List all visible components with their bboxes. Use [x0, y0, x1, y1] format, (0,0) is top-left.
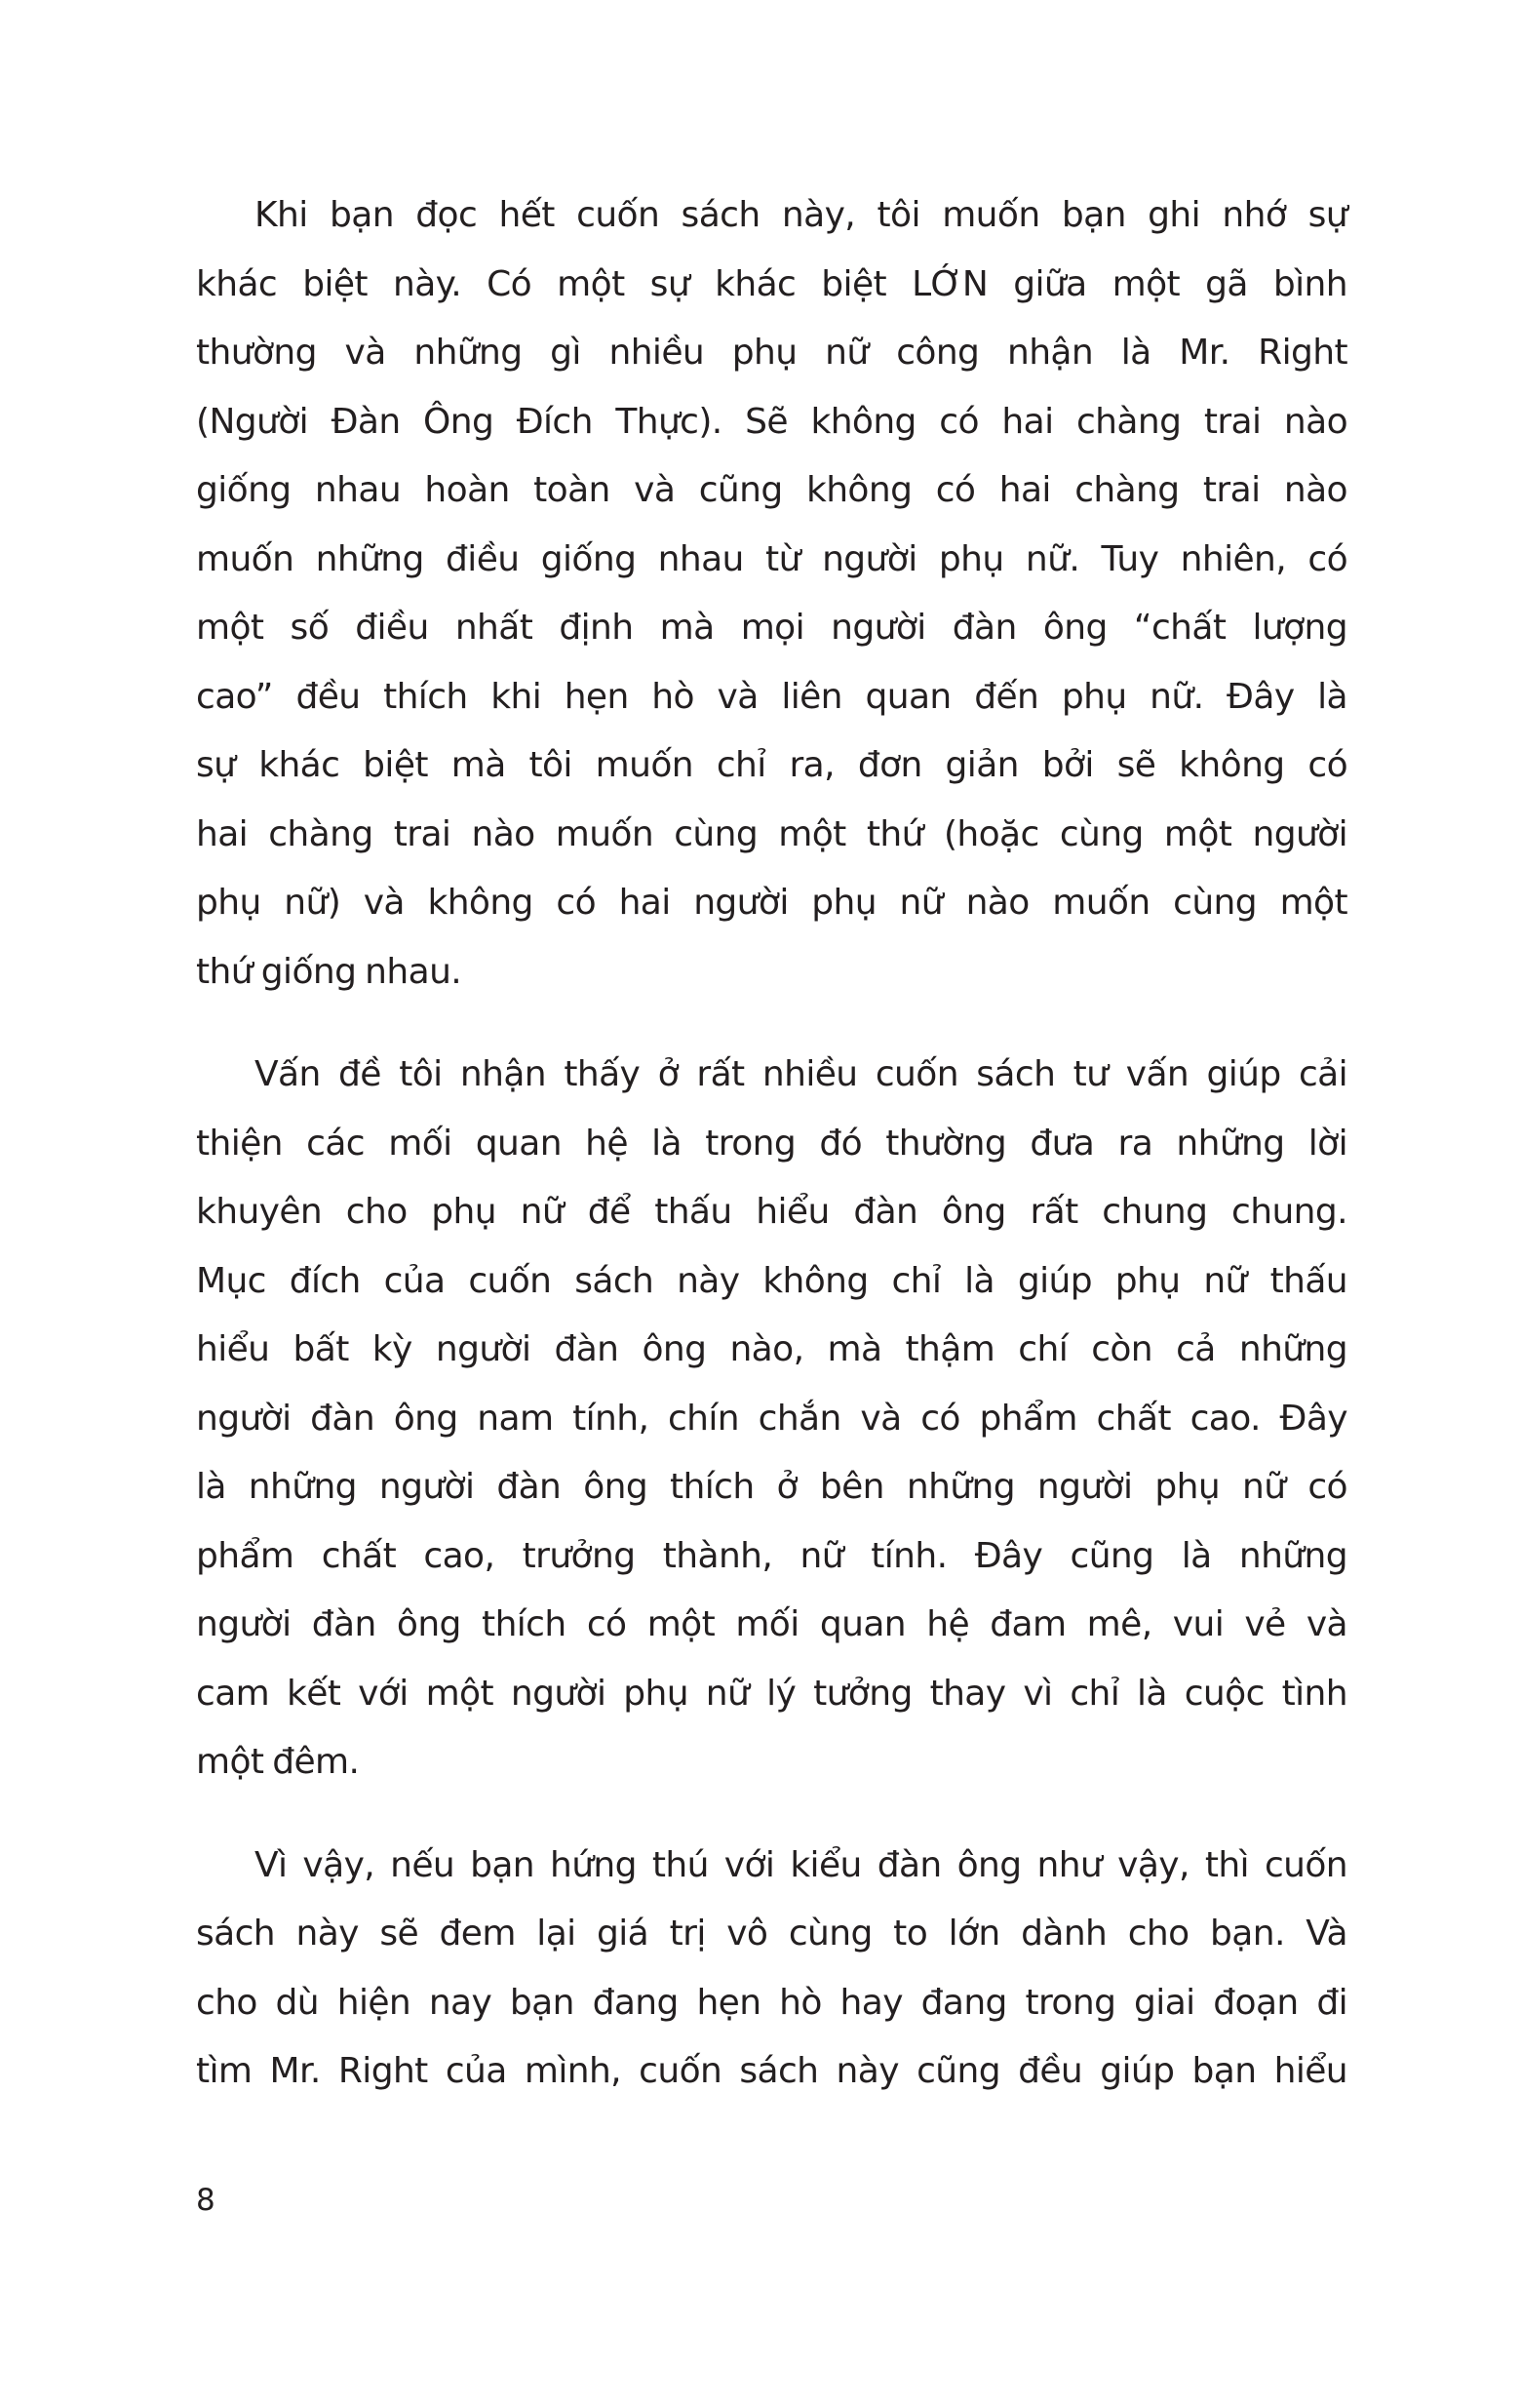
text-line: Khi bạn đọc hết cuốn sách này, tôi muốn bạn ghi nhớ sự	[254, 195, 1347, 235]
text-line: cho dù hiện nay bạn đang hẹn hò hay đang trong giai đoạn đi	[196, 1982, 1347, 2023]
text-line: người đàn ông nam tính, chín chắn và có phẩm chất cao. Đây	[196, 1398, 1347, 1439]
text-line: thường và những gì nhiều phụ nữ công nhận là Mr. Right	[196, 333, 1347, 373]
text-line: Mục đích của cuốn sách này không chỉ là giúp phụ nữ thấu	[196, 1260, 1347, 1301]
text-line: thứ giống nhau.	[196, 951, 462, 992]
paragraph-1	[196, 181, 1347, 1007]
text-line: tìm Mr. Right của mình, cuốn sách này cũng đều giúp bạn hiểu	[196, 2051, 1347, 2091]
text-line: hiểu bất kỳ người đàn ông nào, mà thậm chí còn cả những	[196, 1329, 1347, 1369]
paragraph-2	[196, 1041, 1347, 1797]
text-line: khuyên cho phụ nữ để thấu hiểu đàn ông rất chung chung.	[196, 1192, 1347, 1232]
text-line: cam kết với một người phụ nữ lý tưởng thay vì chỉ là cuộc tình	[196, 1673, 1347, 1714]
text-line: người đàn ông thích có một mối quan hệ đam mê, vui vẻ và	[196, 1604, 1347, 1644]
text-line: một đêm.	[196, 1742, 360, 1782]
text-line: cao” đều thích khi hẹn hò và liên quan đến phụ nữ. Đây là	[196, 676, 1347, 717]
text-line: muốn những điều giống nhau từ người phụ nữ. Tuy nhiên, có	[196, 538, 1347, 579]
text-line: khác biệt này. Có một sự khác biệt LỚN giữa một gã bình	[196, 263, 1347, 304]
text-line: Vấn đề tôi nhận thấy ở rất nhiều cuốn sách tư vấn giúp cải	[254, 1054, 1347, 1094]
text-line: sách này sẽ đem lại giá trị vô cùng to lớn dành cho bạn. Và	[196, 1914, 1347, 1954]
page-number: 8	[196, 2183, 215, 2218]
text-line: hai chàng trai nào muốn cùng một thứ (hoặc cùng một người	[196, 813, 1347, 854]
text-line: phẩm chất cao, trưởng thành, nữ tính. Đây cũng là những	[196, 1535, 1347, 1576]
text-line: sự khác biệt mà tôi muốn chỉ ra, đơn giản bởi sẽ không có	[196, 745, 1347, 785]
text-line: phụ nữ) và không có hai người phụ nữ nào muốn cùng một	[196, 883, 1347, 923]
text-line: Vì vậy, nếu bạn hứng thú với kiểu đàn ông như vậy, thì cuốn	[254, 1844, 1347, 1885]
text-line: (Người Đàn Ông Đích Thực). Sẽ không có hai chàng trai nào	[196, 401, 1347, 442]
text-line: là những người đàn ông thích ở bên những người phụ nữ có	[196, 1467, 1347, 1507]
body-text	[196, 181, 1347, 2141]
paragraph-3	[196, 1832, 1347, 2107]
text-line: thiện các mối quan hệ là trong đó thường đưa ra những lời	[196, 1123, 1347, 1164]
text-line: giống nhau hoàn toàn và cũng không có hai chàng trai nào	[196, 470, 1347, 510]
text-line: một số điều nhất định mà mọi người đàn ông “chất lượng	[196, 608, 1347, 648]
